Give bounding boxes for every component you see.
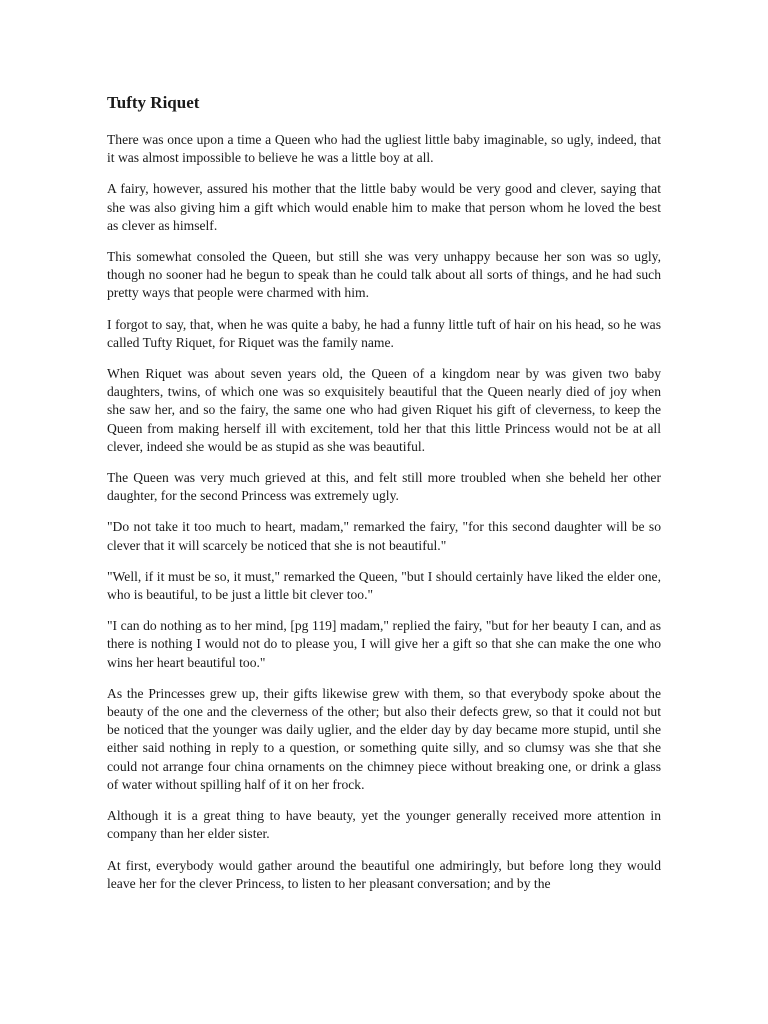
story-title: Tufty Riquet (107, 93, 200, 112)
paragraph: I forgot to say, that, when he was quite a baby, he had a funny little tuft of hair on his head, so he was called Tufty Riquet, for Riquet was the family name. (107, 316, 661, 350)
paragraph: "Well, if it must be so, it must," remarked the Queen, "but I should certainly have liked the elder one, who is beautiful, to be just a little bit clever too." (107, 568, 661, 603)
paragraph: When Riquet was about seven years old, the Queen of a kingdom near by was given two baby daughters, twins, of which one was so exquisitely beautiful that the Queen nearly died of joy when she saw her, and so the fairy, the same one who had given Riquet his gift of cleverness, to keep the Queen from making herself ill with excitement, told her that this little Princess would not be at all clever, indeed she would be as stupid as she was beautiful. (107, 366, 661, 454)
paragraph: At first, everybody would gather around the beautiful one admiringly, but before long they would leave her for the clever Princess, to listen to her pleasant conversation; and by the (107, 857, 661, 891)
paragraph: The Queen was very much grieved at this, and felt still more troubled when she beheld her other daughter, for the second Princess was extremely ugly. (107, 470, 661, 504)
paragraph: Although it is a great thing to have beauty, yet the younger generally received more attention in company than her elder sister. (107, 808, 661, 842)
paragraph: As the Princesses grew up, their gifts likewise grew with them, so that everybody spoke about the beauty of the one and the cleverness of the other; but also their defects grew, so that it could not but be noticed that the younger was daily uglier, and the elder day by day became more stupid, until she either said nothing in reply to a question, or something quite silly, and so clumsy was she that she could not arrange four china ornaments on the chimney piece without breaking one, or drink a glass of water without spilling half of it on her frock. (107, 685, 661, 792)
paragraph: This somewhat consoled the Queen, but still she was very unhappy because her son was so ugly, though no sooner had he begun to speak than he could talk about all sorts of things, and he had such pretty ways that people were charmed with him. (107, 249, 661, 301)
paragraph: There was once upon a time a Queen who had the ugliest little baby imaginable, so ugly, indeed, that it was almost impossible to believe he was a little boy at all. (107, 132, 661, 166)
document-page (107, 92, 661, 906)
paragraph: A fairy, however, assured his mother that the little baby would be very good and clever, saying that she was also giving him a gift which would enable him to make that person whom he loved the best as clever as himself. (107, 181, 661, 233)
paragraph: "I can do nothing as to her mind, [pg 119] madam," replied the fairy, "but for her beauty I can, and as there is nothing I would not do to please you, I will give her a gift so that she can make the one who wins her heart beautiful too." (107, 618, 661, 670)
paragraph: "Do not take it too much to heart, madam," remarked the fairy, "for this second daughter will be so clever that it will scarcely be noticed that she is not beautiful." (107, 519, 661, 553)
